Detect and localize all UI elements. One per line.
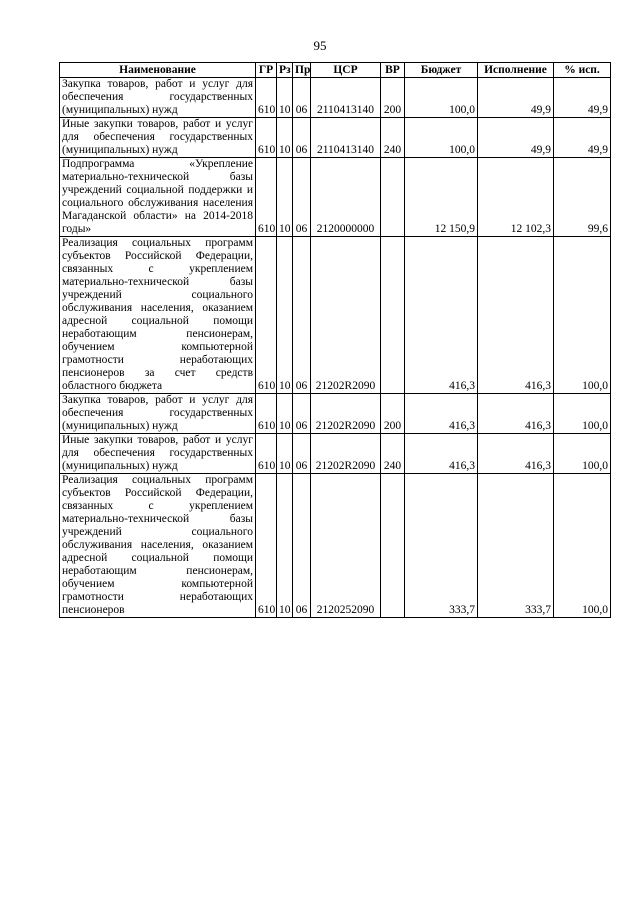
budget-table: [59, 62, 611, 618]
row-pr: 06: [293, 474, 311, 618]
row-vr: 240: [381, 434, 405, 474]
row-budget: 416,3: [405, 394, 478, 434]
table-row: [60, 474, 611, 618]
row-percent: 49,9: [554, 78, 611, 118]
row-budget: 416,3: [405, 237, 478, 394]
row-vr: [381, 158, 405, 237]
page-number: 95: [313, 38, 327, 53]
row-csr: 2120000000: [311, 158, 381, 237]
row-pr: 06: [293, 118, 311, 158]
row-execution: 416,3: [478, 394, 554, 434]
row-vr: [381, 237, 405, 394]
row-csr: 21202R2090: [311, 237, 381, 394]
header-vr: ВР: [381, 63, 405, 78]
row-pr: 06: [293, 78, 311, 118]
row-execution: 49,9: [478, 78, 554, 118]
row-percent: 100,0: [554, 394, 611, 434]
table-row: [60, 434, 611, 474]
row-execution: 49,9: [478, 118, 554, 158]
row-gr: 610: [256, 78, 277, 118]
row-gr: 610: [256, 434, 277, 474]
row-percent: 100,0: [554, 474, 611, 618]
row-name: Иные закупки товаров, работ и услуг для обеспечения государственных (муниципальных) нужд: [60, 434, 256, 474]
row-gr: 610: [256, 158, 277, 237]
row-pr: 06: [293, 237, 311, 394]
row-csr: 2110413140: [311, 78, 381, 118]
row-rz: 10: [277, 78, 293, 118]
row-rz: 10: [277, 474, 293, 618]
row-vr: 200: [381, 394, 405, 434]
row-budget: 416,3: [405, 434, 478, 474]
row-execution: 416,3: [478, 237, 554, 394]
row-rz: 10: [277, 237, 293, 394]
row-csr: 2120252090: [311, 474, 381, 618]
header-gr: ГР: [256, 63, 277, 78]
row-name: Закупка товаров, работ и услуг для обеспечения государственных (муниципальных) нужд: [60, 394, 256, 434]
row-name: Реализация социальных программ субъектов Российской Федерации, связанных с укреплением материально-технической базы учреждений социального обслуживания населения, оказанием адресной социальной помощи неработающим пенсионерам, обучением компьютерной грамотности неработающих пенсионеров: [60, 474, 256, 618]
row-gr: 610: [256, 118, 277, 158]
row-gr: 610: [256, 394, 277, 434]
row-percent: 49,9: [554, 118, 611, 158]
row-budget: 100,0: [405, 118, 478, 158]
row-rz: 10: [277, 394, 293, 434]
row-vr: 240: [381, 118, 405, 158]
row-rz: 10: [277, 118, 293, 158]
row-budget: 100,0: [405, 78, 478, 118]
row-name: Реализация социальных программ субъектов Российской Федерации, связанных с укреплением материально-технической базы учреждений социального обслуживания населения, оказанием адресной социальной помощи неработающим пенсионерам, обучением компьютерной грамотности неработающих пенсионеров за счет средств областного бюджета: [60, 237, 256, 394]
header-csr: ЦСР: [311, 63, 381, 78]
row-rz: 10: [277, 158, 293, 237]
header-name: Наименование: [60, 63, 256, 78]
row-execution: 333,7: [478, 474, 554, 618]
header-percent: % исп.: [554, 63, 611, 78]
row-vr: [381, 474, 405, 618]
header-execution: Исполнение: [478, 63, 554, 78]
row-percent: 99,6: [554, 158, 611, 237]
row-execution: 416,3: [478, 434, 554, 474]
row-gr: 610: [256, 474, 277, 618]
row-name: Закупка товаров, работ и услуг для обеспечения государственных (муниципальных) нужд: [60, 78, 256, 118]
row-pr: 06: [293, 434, 311, 474]
row-csr: 21202R2090: [311, 434, 381, 474]
header-budget: Бюджет: [405, 63, 478, 78]
row-execution: 12 102,3: [478, 158, 554, 237]
row-name: Подпрограмма «Укрепление материально-технической базы учреждений социальной поддержки и социального обслуживания населения Магаданской области» на 2014-2018 годы»: [60, 158, 256, 237]
row-csr: 21202R2090: [311, 394, 381, 434]
header-rz: Рз: [277, 63, 293, 78]
header-row: [60, 63, 611, 78]
header-pr: Пр: [293, 63, 311, 78]
row-vr: 200: [381, 78, 405, 118]
row-csr: 2110413140: [311, 118, 381, 158]
row-percent: 100,0: [554, 434, 611, 474]
row-name: Иные закупки товаров, работ и услуг для обеспечения государственных (муниципальных) нужд: [60, 118, 256, 158]
row-budget: 12 150,9: [405, 158, 478, 237]
row-gr: 610: [256, 237, 277, 394]
table-row: [60, 78, 611, 118]
table-row: [60, 118, 611, 158]
table-row: [60, 158, 611, 237]
table-row: [60, 237, 611, 394]
row-percent: 100,0: [554, 237, 611, 394]
row-pr: 06: [293, 158, 311, 237]
row-rz: 10: [277, 434, 293, 474]
table-row: [60, 394, 611, 434]
row-budget: 333,7: [405, 474, 478, 618]
row-pr: 06: [293, 394, 311, 434]
